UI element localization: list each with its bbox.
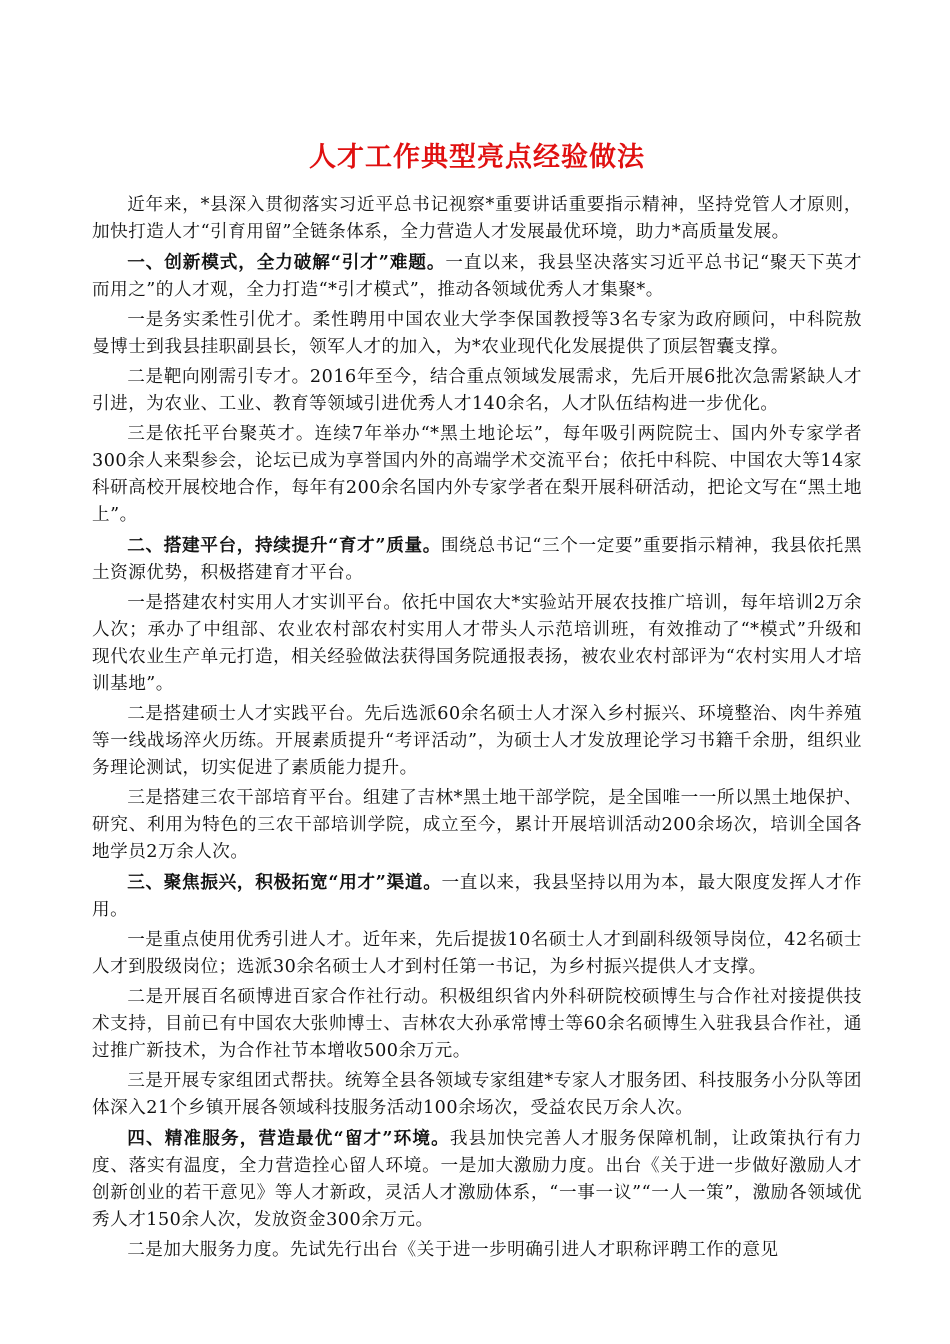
- paragraph-text: 二是靶向刚需引专才。2016年至今，结合重点领域发展需求，先后开展6批次急需紧缺人才引进，为农业、工业、教育等领域引进优秀人才140余名，人才队伍结构进一步优化。: [92, 367, 862, 414]
- paragraph-text: 一直以来，我县坚决落实习近平总书记“聚天下英才而用之”的人才观，全力打造“*引才模式”，推动各领域优秀人才集聚*。: [92, 253, 862, 300]
- paragraph-text: 三是依托平台聚英才。连续7年举办“*黑土地论坛”，每年吸引两院院士、国内外专家学者300余人来梨参会，论坛已成为享誉国内外的高端学术交流平台；依托中科院、中国农大等14家科研高校开展校地合作，每年有200余名国内外专家学者在梨开展科研活动，把论文写在“黑土地上”。: [92, 424, 862, 525]
- paragraph-text: 一直以来，我县坚持以用为本，最大限度发挥人才作用。: [92, 873, 862, 920]
- paragraph: [92, 1125, 862, 1234]
- paragraph: [92, 421, 862, 529]
- paragraph: [92, 192, 862, 246]
- section-heading: 三、聚焦振兴，积极拓宽“用才”渠道。: [127, 872, 442, 893]
- paragraph: [92, 869, 862, 924]
- paragraph-text: 二是加大服务力度。先试先行出台《关于进一步明确引进人才职称评聘工作的意见: [127, 1240, 779, 1260]
- paragraph: [92, 701, 862, 782]
- paragraph: [92, 532, 862, 587]
- paragraph-text: 围绕总书记“三个一定要”重要指示精神，我县依托黑土资源优势，积极搭建育才平台。: [92, 536, 862, 583]
- paragraph: [92, 364, 862, 418]
- paragraph: [92, 307, 862, 361]
- section-heading: 二、搭建平台，持续提升“育才”质量。: [127, 535, 442, 556]
- paragraph-text: 二是开展百名硕博进百家合作社行动。积极组织省内外科研院校硕博生与合作社对接提供技术支持，目前已有中国农大张帅博士、吉林农大孙承常博士等60余名硕博生入驻我县合作社，通过推广新技术，为合作社节本增收500余万元。: [92, 987, 862, 1061]
- paragraph: [92, 1068, 862, 1122]
- paragraph: [92, 1237, 862, 1264]
- section-heading: 一、创新模式，全力破解“引才”难题。: [127, 252, 446, 273]
- section-heading: 四、精准服务，营造最优“留才”环境。: [127, 1128, 450, 1149]
- paragraph-text: 二是搭建硕士人才实践平台。先后选派60余名硕士人才深入乡村振兴、环境整治、肉牛养殖等一线战场淬火历练。开展素质提升“考评活动”，为硕士人才发放理论学习书籍千余册，组织业务理论测试，切实促进了素质能力提升。: [92, 704, 862, 778]
- paragraph-text: 一是搭建农村实用人才实训平台。依托中国农大*实验站开展农技推广培训，每年培训2万余人次；承办了中组部、农业农村部农村实用人才带头人示范培训班，有效推动了“*模式”升级和现代农业生产单元打造，相关经验做法获得国务院通报表扬，被农业农村部评为“农村实用人才培训基地”。: [92, 593, 862, 694]
- document-body: [92, 192, 862, 1264]
- paragraph-text: 三是搭建三农干部培育平台。组建了吉林*黑土地干部学院，是全国唯一一所以黑土地保护、研究、利用为特色的三农干部培训学院，成立至今，累计开展培训活动200余场次，培训全国各地学员2万余人次。: [92, 788, 862, 862]
- paragraph-text: 一是重点使用优秀引进人才。近年来，先后提拔10名硕士人才到副科级领导岗位，42名硕士人才到股级岗位；选派30余名硕士人才到村任第一书记，为乡村振兴提供人才支撑。: [92, 930, 862, 977]
- paragraph: [92, 927, 862, 981]
- paragraph-text: 一是务实柔性引优才。柔性聘用中国农业大学李保国教授等3名专家为政府顾问，中科院敖曼博士到我县挂职副县长，领军人才的加入，为*农业现代化发展提供了顶层智囊支撑。: [92, 310, 862, 357]
- paragraph: [92, 984, 862, 1065]
- paragraph: [92, 785, 862, 866]
- paragraph: [92, 249, 862, 304]
- document-title: 人才工作典型亮点经验做法: [309, 142, 645, 173]
- paragraph-text: 我县加快完善人才服务保障机制，让政策执行有力度、落实有温度，全力营造拴心留人环境。一是加大激励力度。出台《关于进一步做好激励人才创新创业的若干意见》等人才新政，灵活人才激励体系，“一事一议”“一人一策”，激励各领域优秀人才150余人次，发放资金300余万元。: [92, 1129, 862, 1230]
- paragraph-text: 三是开展专家组团式帮扶。统筹全县各领域专家组建*专家人才服务团、科技服务小分队等团体深入21个乡镇开展各领域科技服务活动100余场次，受益农民万余人次。: [92, 1071, 862, 1118]
- paragraph-text: 近年来，*县深入贯彻落实习近平总书记视察*重要讲话重要指示精神，坚持党管人才原则，加快打造人才“引育用留”全链条体系，全力营造人才发展最优环境，助力*高质量发展。: [92, 195, 862, 242]
- paragraph: [92, 590, 862, 698]
